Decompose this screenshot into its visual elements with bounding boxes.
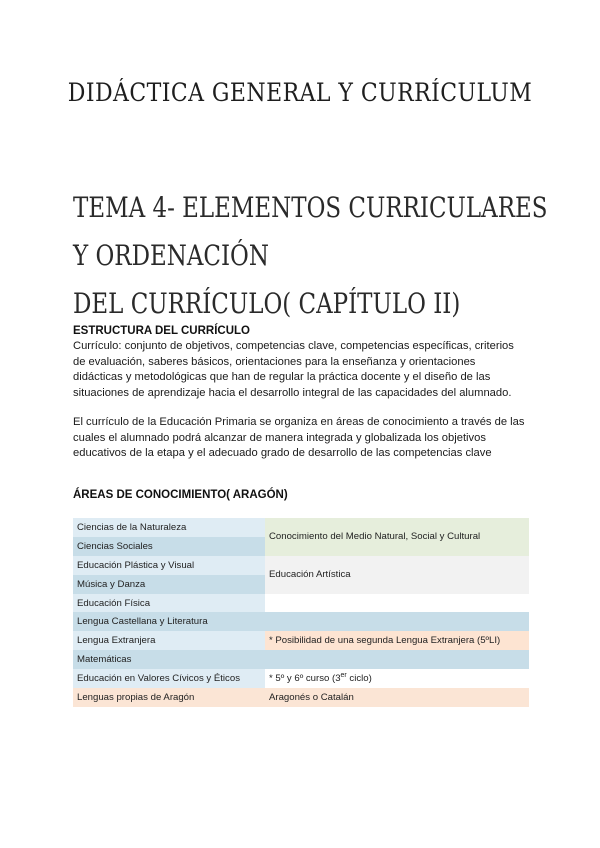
structure-paragraph-1: Currículo: conjunto de objetivos, competencias clave, competencias específicas, criterios de evaluación, saberes básicos, orientaciones para la enseñanza y orientaciones didácticas y metodológicas que han de regular la práctica docente y el diseño de las situaciones de aprendizaje hacia el desarrollo integral de las capacidades del alumnado. <box>73 340 514 399</box>
group-cell: Conocimiento del Medio Natural, Social y Cultural <box>265 518 529 556</box>
table-row <box>73 650 529 669</box>
area-cell: Matemáticas <box>73 650 265 669</box>
group-cell <box>265 669 529 688</box>
structure-heading: ESTRUCTURA DEL CURRÍCULO <box>73 325 250 337</box>
valores-note-suffix: ciclo) <box>346 673 372 685</box>
area-cell: Lengua Castellana y Literatura <box>73 612 265 631</box>
area-cell: Música y Danza <box>73 575 265 594</box>
chapter-title <box>73 184 565 328</box>
group-cell: Aragonés o Catalán <box>265 688 529 707</box>
areas-table <box>73 518 529 707</box>
area-cell: Lengua Extranjera <box>73 631 265 650</box>
area-cell: Ciencias Sociales <box>73 537 265 556</box>
table-row <box>73 669 529 688</box>
group-cell: * Posibilidad de una segunda Lengua Extranjera (5ºLI) <box>265 631 529 650</box>
table-row <box>73 631 529 650</box>
group-cell: Educación Artística <box>265 556 529 594</box>
chapter-title-line-2: DEL CURRÍCULO( CAPÍTULO II) <box>73 287 461 320</box>
table-row <box>73 556 529 575</box>
chapter-title-line-1: TEMA 4- ELEMENTOS CURRICULARES Y ORDENACIÓN <box>73 191 548 272</box>
area-cell: Educación Plástica y Visual <box>73 556 265 575</box>
group-cell-empty <box>265 594 529 613</box>
area-cell: Ciencias de la Naturaleza <box>73 518 265 537</box>
area-cell: Lenguas propias de Aragón <box>73 688 265 707</box>
table-row <box>73 518 529 537</box>
group-cell-empty <box>265 612 529 631</box>
document-title: DIDÁCTICA GENERAL Y CURRÍCULUM <box>67 78 533 107</box>
area-cell: Educación Física <box>73 594 265 613</box>
valores-note: * 5º y 6º curso (3 <box>269 673 341 685</box>
table-row <box>73 688 529 707</box>
area-cell: Educación en Valores Cívicos y Éticos <box>73 669 265 688</box>
table-row <box>73 594 529 613</box>
table-row <box>73 612 529 631</box>
areas-heading: ÁREAS DE CONOCIMIENTO( ARAGÓN) <box>73 489 288 501</box>
group-cell-empty <box>265 650 529 669</box>
valores-note-superscript: er <box>340 672 347 680</box>
structure-paragraph-2: El currículo de la Educación Primaria se organiza en áreas de conocimiento a través de las cuales el alumnado podrá alcanzar de manera integrada y globalizada los objetivos educativos de la etapa y el adecuado grado de desarrollo de las competencias clave <box>73 416 525 459</box>
